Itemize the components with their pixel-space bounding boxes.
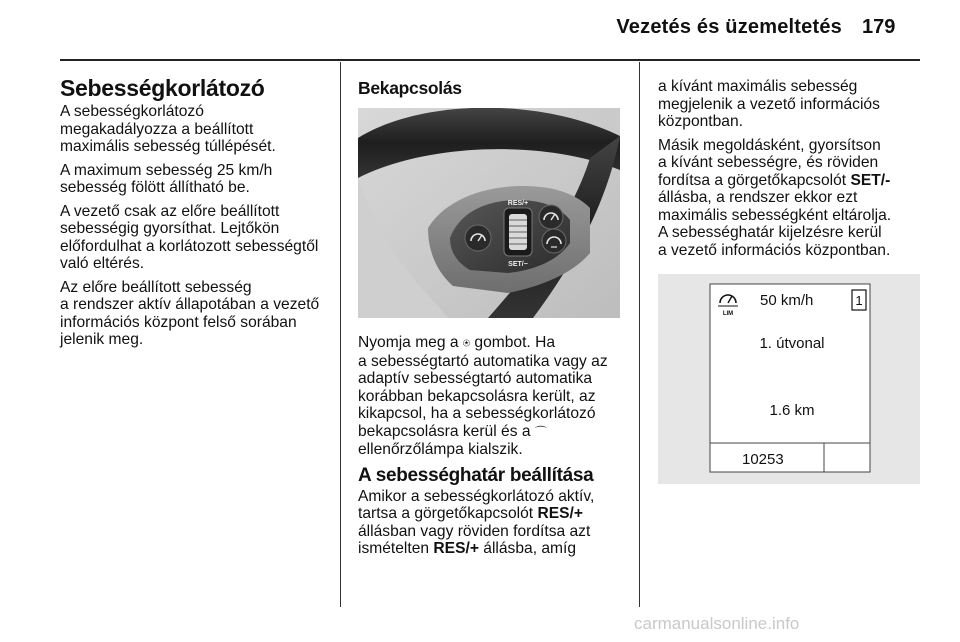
display-distance: 1.6 km: [769, 402, 815, 419]
paragraph-4: Az előre beállított sebesség a rendszer aktív állapotában a vezető információs központ felső sorában jelenik meg.: [60, 278, 320, 348]
paragraph-continued: a kívánt maximális sebesség megjelenik a vezető információs központban.: [658, 78, 880, 130]
speed-limiter-symbol-icon: ⍟: [462, 336, 471, 350]
column-2-body: [358, 334, 638, 564]
column-2: [358, 78, 633, 99]
speed-limiter-button[interactable]: [542, 229, 566, 253]
page-number: 179: [862, 16, 896, 38]
section-heading-set-speed-limit: A sebességhatár beállítása: [358, 464, 594, 486]
column-1: [60, 74, 335, 355]
driver-info-display-figure: [658, 274, 920, 484]
cruise-control-button[interactable]: [539, 205, 563, 229]
paragraph-set-limit: Amikor a sebességkorlátozó aktív, tartsa a görgetőkapcsolót RES/+ állásban vagy röviden fordítsa azt ismételten RES/+ állásba, amíg: [358, 487, 595, 557]
column-divider-1: [340, 62, 341, 607]
display-screen: [710, 284, 870, 472]
watermark: carmanualsonline.info: [634, 614, 800, 633]
paragraph-3: A vezető csak az előre beállított sebességig gyorsíthat. Lejtőkön előfordulhat a korlátozott sebességtől való eltérés.: [60, 202, 319, 272]
section-heading-speed-limiter: Sebességkorlátozó: [60, 75, 265, 101]
display-route: 1. útvonal: [759, 335, 825, 352]
paragraph-2: A maximum sebesség 25 km/h sebesség fölött állítható be.: [60, 161, 273, 196]
paragraph-activation: Nyomja meg a ⍟ gombot. Ha a sebességtartó automatika vagy az adaptív sebességtartó automatika korábban bekapcsolásra került, az kikapcsol, ha a sebességkorlátozó bekapcsolásra kerül és a ⌒ ellenőrzőlámpa kialszik.: [358, 334, 608, 458]
cruise-control-lamp-icon: ⌒: [534, 424, 547, 439]
paragraph-alternative: Másik megoldásként, gyorsítson a kívánt sebességre, és röviden fordítsa a görgetőkapcsolót SET/- állásba, a rendszer ekkor ezt maximális sebességként eltárolja. A sebességhatár kijelzésre kerül a vezető információs központban.: [658, 136, 892, 259]
display-indicator-value: 1: [855, 293, 863, 308]
display-odometer: 10253: [742, 451, 784, 468]
running-header-title: Vezetés és üzemeltetés: [616, 16, 842, 38]
steering-wheel-controls-figure: [358, 108, 620, 318]
lim-label: LIM: [722, 311, 734, 317]
section-heading-activation: Bekapcsolás: [358, 78, 462, 98]
column-3: [658, 78, 928, 265]
res-label: RES/+: [507, 200, 529, 207]
set-label: SET/−: [508, 261, 528, 268]
cancel-button[interactable]: [465, 225, 491, 251]
display-speed-value: 50 km/h: [760, 292, 814, 309]
header-rule: [60, 59, 920, 61]
paragraph-1: A sebességkorlátozó megakadályozza a beállított maximális sebesség túllépését.: [60, 103, 276, 155]
column-divider-2: [639, 62, 640, 607]
